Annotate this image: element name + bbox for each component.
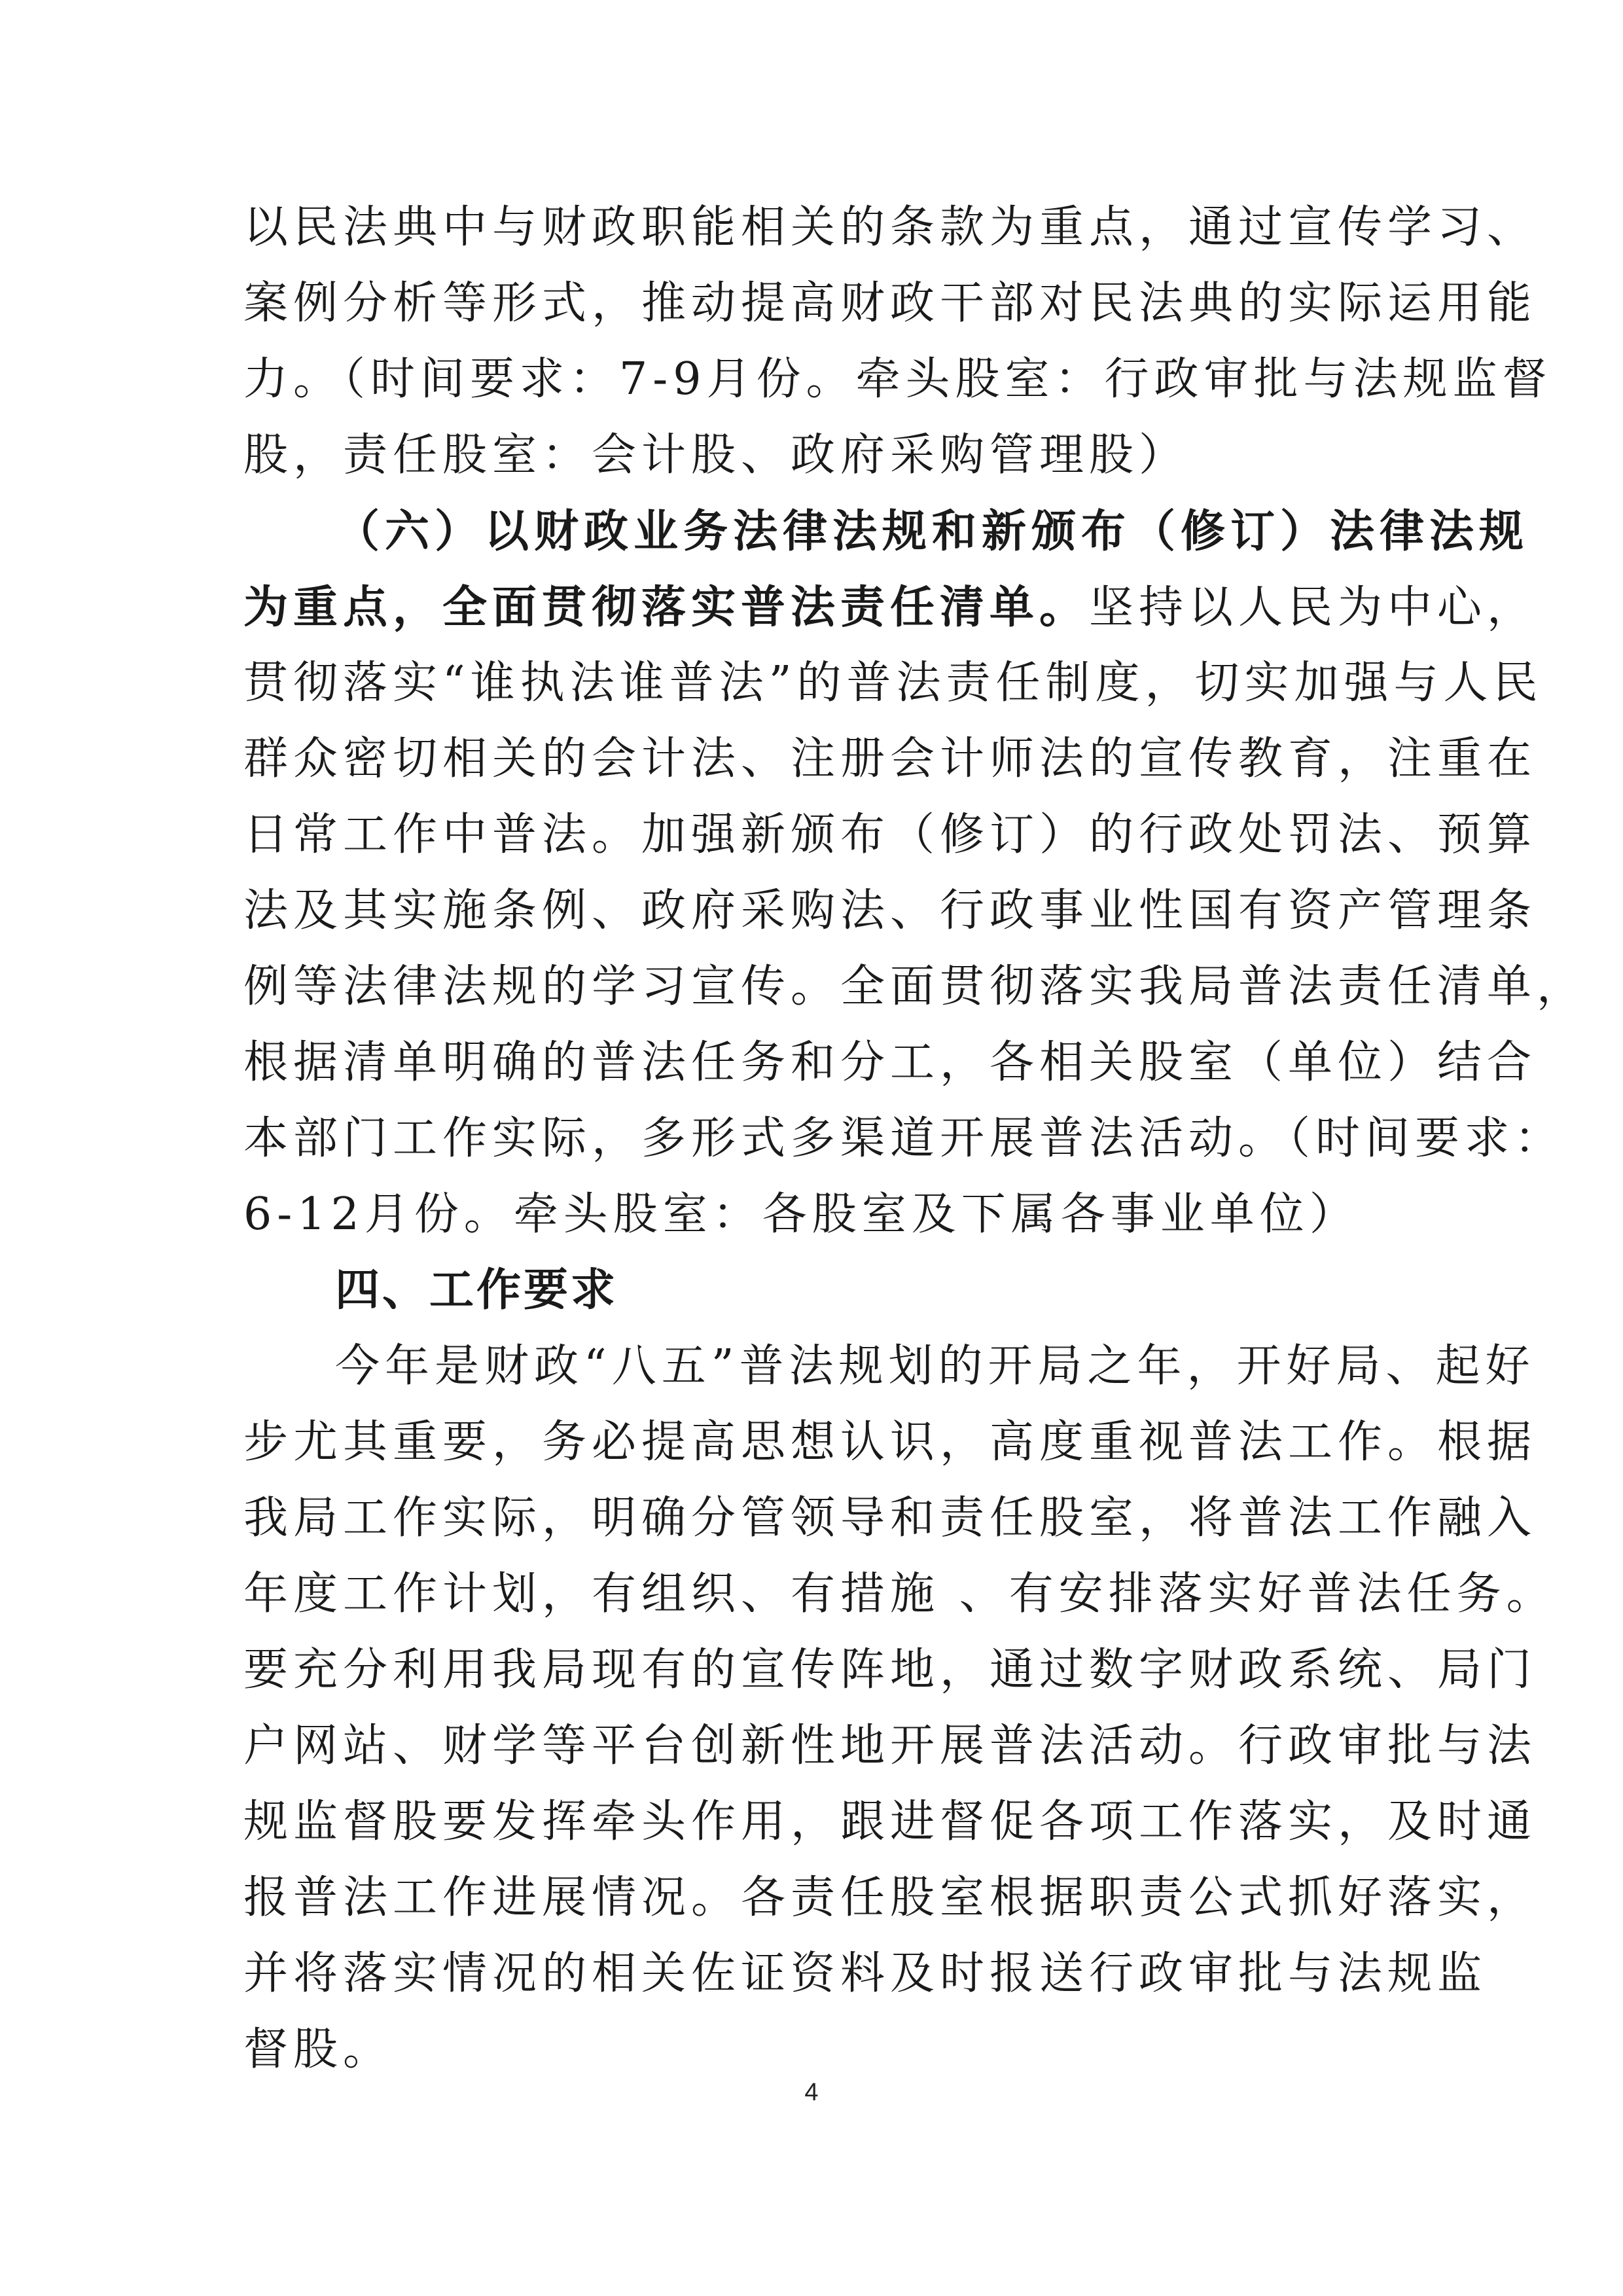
body-line: 并将落实情况的相关佐证资料及时报送行政审批与法规监 [243,1948,1488,2000]
body-line: 要充分利用我局现有的宣传阵地，通过数字财政系统、局门 [243,1644,1537,1696]
body-line: 我局工作实际，明确分管领导和责任股室，将普法工作融入 [243,1492,1537,1544]
body-line: 日常工作中普法。加强新颁布（修订）的行政处罚法、预算 [243,809,1537,861]
body-line: 规监督股要发挥牵头作用，跟进督促各项工作落实，及时通 [243,1796,1537,1848]
section-subheading-continued: 为重点，全面贯彻落实普法责任清单。 [243,581,1090,634]
body-line: 本部门工作实际，多形式多渠道开展普法活动。（时间要求： [243,1113,1565,1164]
body-line: 贯彻落实“谁执法谁普法”的普法责任制度，切实加强与人民 [243,657,1543,709]
page-number: 4 [804,2079,819,2106]
section-subheading: （六）以财政业务法律法规和新颁布（修订）法律法规 [335,505,1529,558]
body-line: 股，责任股室：会计股、政府采购管理股） [243,429,1189,481]
body-line: 户网站、财学等平台创新性地开展普法活动。行政审批与法 [243,1720,1537,1772]
body-line: 法及其实施条例、政府采购法、行政事业性国有资产管理条 [243,885,1537,937]
body-line: 群众密切相关的会计法、注册会计师法的宣传教育，注重在 [243,733,1537,785]
body-line-mixed [243,569,1537,645]
body-line: 今年是财政“八五”普法规划的开局之年，开好局、起好 [335,1340,1535,1392]
body-line: 督股。 [243,2024,393,2075]
body-line: 报普法工作进展情况。各责任股室根据职责公式抓好落实， [243,1872,1537,1924]
body-line: 年度工作计划，有组织、有措施 、有安排落实好普法任务。 [243,1568,1556,1620]
body-line: 力。（时间要求：7-9月份。牵头股室：行政审批与法规监督 [243,353,1552,405]
body-line: 步尤其重要，务必提高思想认识，高度重视普法工作。根据 [243,1416,1537,1468]
section-heading: 四、工作要求 [335,1265,618,1316]
body-line: 6-12月份。牵头股室：各股室及下属各事业单位） [243,1189,1359,1240]
body-line: 以民法典中与财政职能相关的条款为重点，通过宣传学习、 [243,202,1537,253]
body-line: 根据清单明确的普法任务和分工，各相关股室（单位）结合 [243,1037,1537,1088]
body-line: 案例分析等形式，推动提高财政干部对民法典的实际运用能 [243,278,1537,329]
body-line: 例等法律法规的学习宣传。全面贯彻落实我局普法责任清单， [243,961,1587,1013]
body-text: 坚持以人民为中心， [1089,582,1537,634]
